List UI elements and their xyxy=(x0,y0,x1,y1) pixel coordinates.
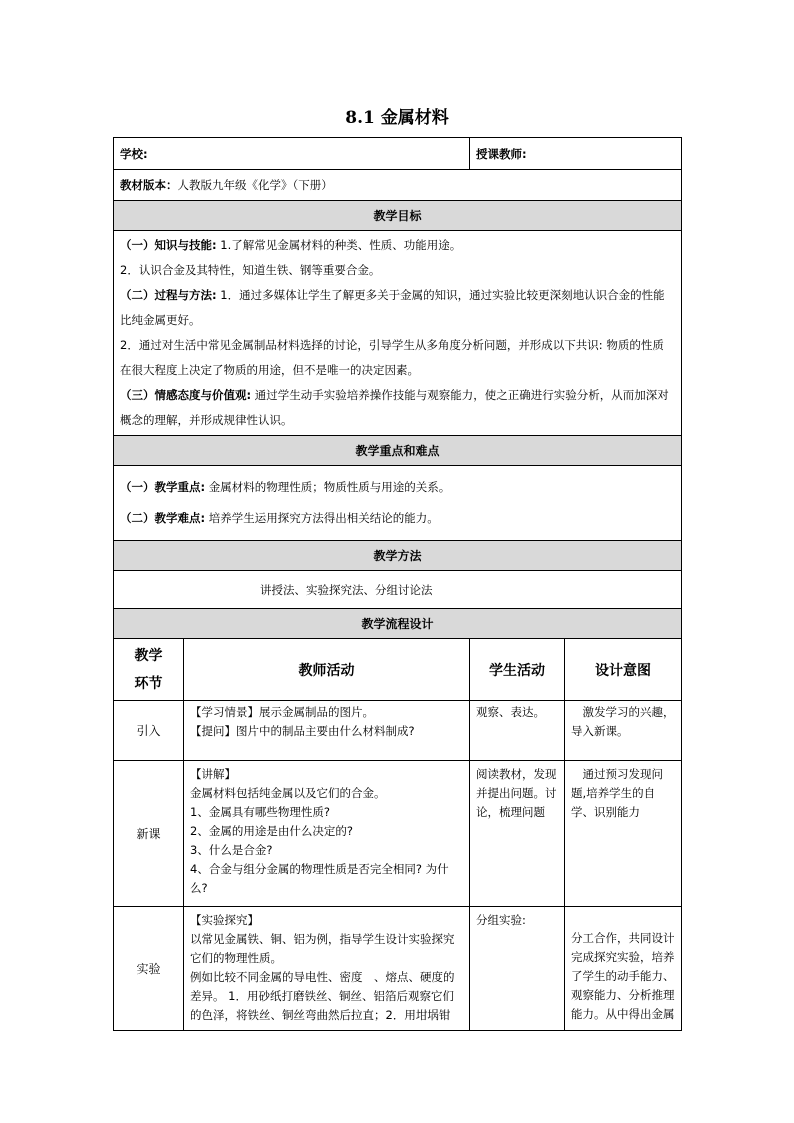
teacher-cell: 【实验探究】 以常见金属铁、铜、铝为例，指导学生设计实验探究它们的物理性质。 例如比较不同金属的导电性、密度 、熔点、硬度的差异。 1．用砂纸打磨铁丝、铜丝、铝箔后观察它们的色泽，将铁丝、铜丝弯曲然后拉直；2．用坩埚钳 xyxy=(184,907,470,1031)
flow-header: 教学流程设计 xyxy=(114,609,682,639)
intent-cell: 分工合作，共同设计完成探究实验，培养了学生的动手能力、观察能力、分析推理能力。从中得出金属 xyxy=(565,907,682,1031)
teacher-cell: 【讲解】 金属材料包括纯金属以及它们的合金。 1、金属具有哪些物理性质? 2、金属的用途是由什么决定的? 3、什么是合金? 4、合金与组分金属的物理性质是否完全相同? 为什么? xyxy=(184,761,470,907)
stage-cell: 新课 xyxy=(114,761,184,907)
page-title: 8.1 金属材料 xyxy=(345,108,449,128)
objectives-content: （一）知识与技能: 1.了解常见金属材料的种类、性质、功能用途。 2．认识合金及其特性，知道生铁、钢等重要合金。 （二）过程与方法: 1．通过多媒体让学生了解更多关于金属的知识，通过实验比较更深刻地认识合金的性能比纯金属更好。 2．通过对生活中常见金属制品材料选择的讨论，引导学生从多角度分析问题，并形成以下共识: 物质的性质在很大程度上决定了物质的用途，但不是唯一的决定因素。 （三）情感态度与价值观: 通过学生动手实验培养操作技能与观察能力，使之正确进行实验分析，从而加深对概念的理解，并形成规律性认识。 xyxy=(114,231,682,436)
student-cell: 分组实验: xyxy=(470,907,565,1031)
table-row xyxy=(114,907,682,1031)
table-row xyxy=(114,761,682,907)
intent-cell: 通过预习发现问题,培养学生的自学、识别能力 xyxy=(565,761,682,907)
table-row xyxy=(114,701,682,761)
student-cell: 阅读教材，发现并提出问题。讨论，梳理问题 xyxy=(470,761,565,907)
edition-field: 教材版本：人教版九年级《化学》（下册） xyxy=(114,170,682,201)
col-student-header: 学生活动 xyxy=(470,639,565,701)
objectives-header: 教学目标 xyxy=(114,201,682,231)
stage-cell: 引入 xyxy=(114,701,184,761)
lesson-plan-table xyxy=(113,137,681,1031)
teacher-cell: 【学习情景】展示金属制品的图片。 【提问】图片中的制品主要由什么材料制成? xyxy=(184,701,470,761)
methods-content: 讲授法、实验探究法、分组讨论法 xyxy=(114,571,682,609)
col-intent-header: 设计意图 xyxy=(565,639,682,701)
teacher-field: 授课教师: xyxy=(470,138,682,170)
col-teacher-header: 教师活动 xyxy=(184,639,470,701)
key-points-header: 教学重点和难点 xyxy=(114,436,682,466)
methods-header: 教学方法 xyxy=(114,541,682,571)
school-field: 学校: xyxy=(114,138,470,170)
col-stage-header: 教学 环节 xyxy=(114,639,184,701)
student-cell: 观察、表达。 xyxy=(470,701,565,761)
intent-cell: 激发学习的兴趣，导入新课。 xyxy=(565,701,682,761)
stage-cell: 实验 xyxy=(114,907,184,1031)
key-points-content: （一）教学重点: 金属材料的物理性质；物质性质与用途的关系。 （二）教学难点: 培养学生运用探究方法得出相关结论的能力。 xyxy=(114,466,682,541)
